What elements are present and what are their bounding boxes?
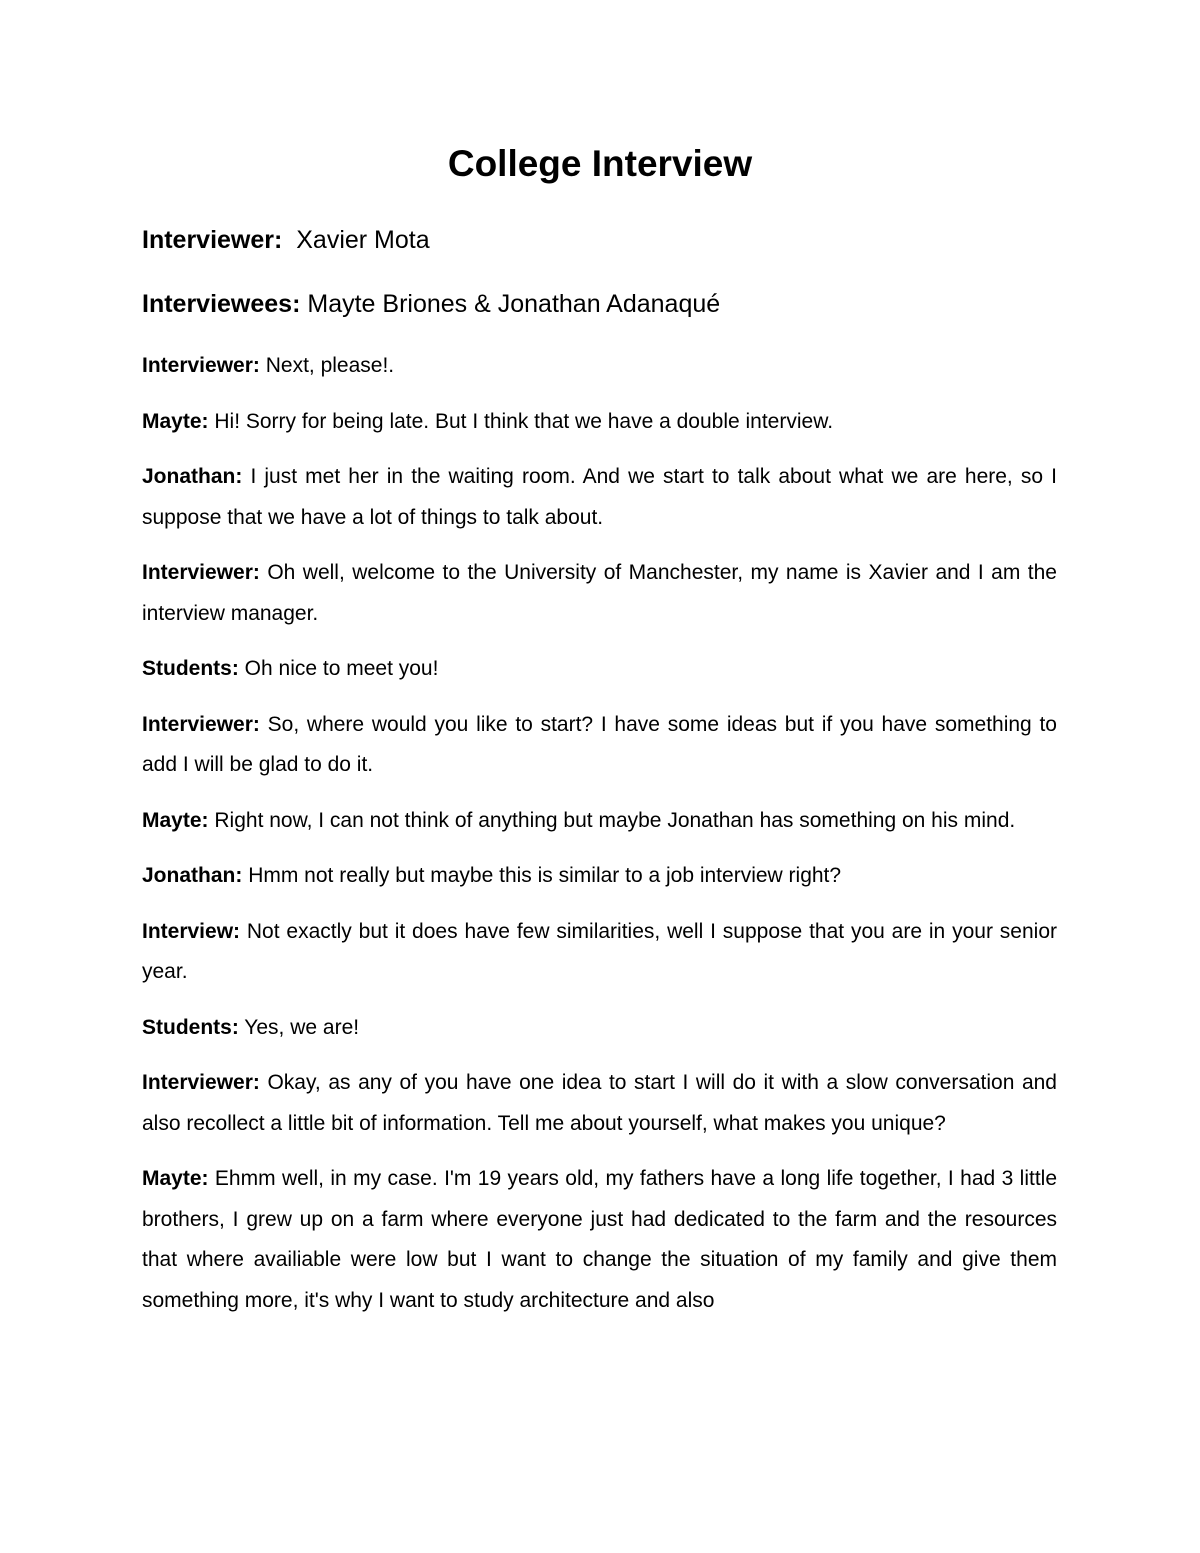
dialogue-turn: [142, 553, 1057, 634]
turn-text: Ehmm well, in my case. I'm 19 years old, my fathers have a long life together, I had 3 little brothers, I grew up on a farm where everyone just had dedicated to the farm and the resources that where availiable were low but I want to change the situation of my family and give them something more, it's why I want to study architecture and also: [142, 1167, 1057, 1312]
dialogue-turn: [142, 705, 1057, 786]
turn-text: Hmm not really but maybe this is similar to a job interview right?: [248, 864, 842, 887]
interviewer-line: [142, 223, 1058, 257]
turn-text: Yes, we are!: [244, 1015, 360, 1039]
dialogue-turn: [142, 856, 1057, 897]
turn-text: Oh well, welcome to the University of Manchester, my name is Xavier and I am the interview manager.: [142, 561, 1057, 625]
turn-text: Not exactly but it does have few similarities, well I suppose that you are in your senior year.: [142, 919, 1057, 983]
speaker-label: Jonathan:: [142, 864, 243, 887]
turn-text: I just met her in the waiting room. And we start to talk about what we are here, so I suppose that we have a lot of things to talk about.: [142, 465, 1057, 529]
speaker-label: Interviewer:: [142, 561, 260, 584]
dialogue-turn: [142, 1159, 1057, 1321]
dialogue-turn: [142, 1008, 1057, 1049]
speaker-label: Mayte:: [142, 409, 209, 433]
dialogue-turn: [142, 649, 1057, 690]
turn-text: Oh nice to meet you!: [244, 657, 439, 680]
speaker-label: Interviewer:: [142, 1071, 260, 1094]
dialogue-turn: [142, 402, 1057, 443]
turn-text: Right now, I can not think of anything but maybe Jonathan has something on his mind.: [214, 808, 1016, 832]
interviewees-label: Interviewees:: [142, 290, 301, 318]
interviewer-label: Interviewer:: [142, 226, 283, 254]
interviewees-line: [142, 287, 1058, 321]
speaker-label: Interviewer:: [142, 712, 260, 736]
dialogue-turn: [142, 457, 1057, 538]
speaker-label: Students:: [142, 657, 239, 680]
dialogue: [142, 346, 1057, 1336]
speaker-label: Jonathan:: [142, 465, 243, 488]
speaker-label: Mayte:: [142, 808, 209, 832]
speaker-label: Interview:: [142, 919, 241, 943]
dialogue-turn: [142, 912, 1057, 993]
turn-text: Next, please!.: [265, 354, 395, 377]
interviewer-name: Xavier Mota: [296, 226, 430, 254]
interviewees-names: Mayte Briones & Jonathan Adanaqué: [307, 290, 721, 318]
turn-text: Hi! Sorry for being late. But I think that we have a double interview.: [214, 409, 834, 433]
document-title: College Interview: [447, 143, 753, 184]
dialogue-turn: [142, 1063, 1057, 1144]
dialogue-turn: [142, 346, 1057, 387]
speaker-label: Students:: [142, 1015, 239, 1039]
speaker-label: Mayte:: [142, 1167, 209, 1190]
turn-text: So, where would you like to start? I have some ideas but if you have something to add I will be glad to do it.: [142, 712, 1057, 776]
speaker-label: Interviewer:: [142, 354, 260, 377]
turn-text: Okay, as any of you have one idea to start I will do it with a slow conversation and also recollect a little bit of information. Tell me about yourself, what makes you unique?: [142, 1071, 1057, 1135]
dialogue-turn: [142, 801, 1057, 842]
